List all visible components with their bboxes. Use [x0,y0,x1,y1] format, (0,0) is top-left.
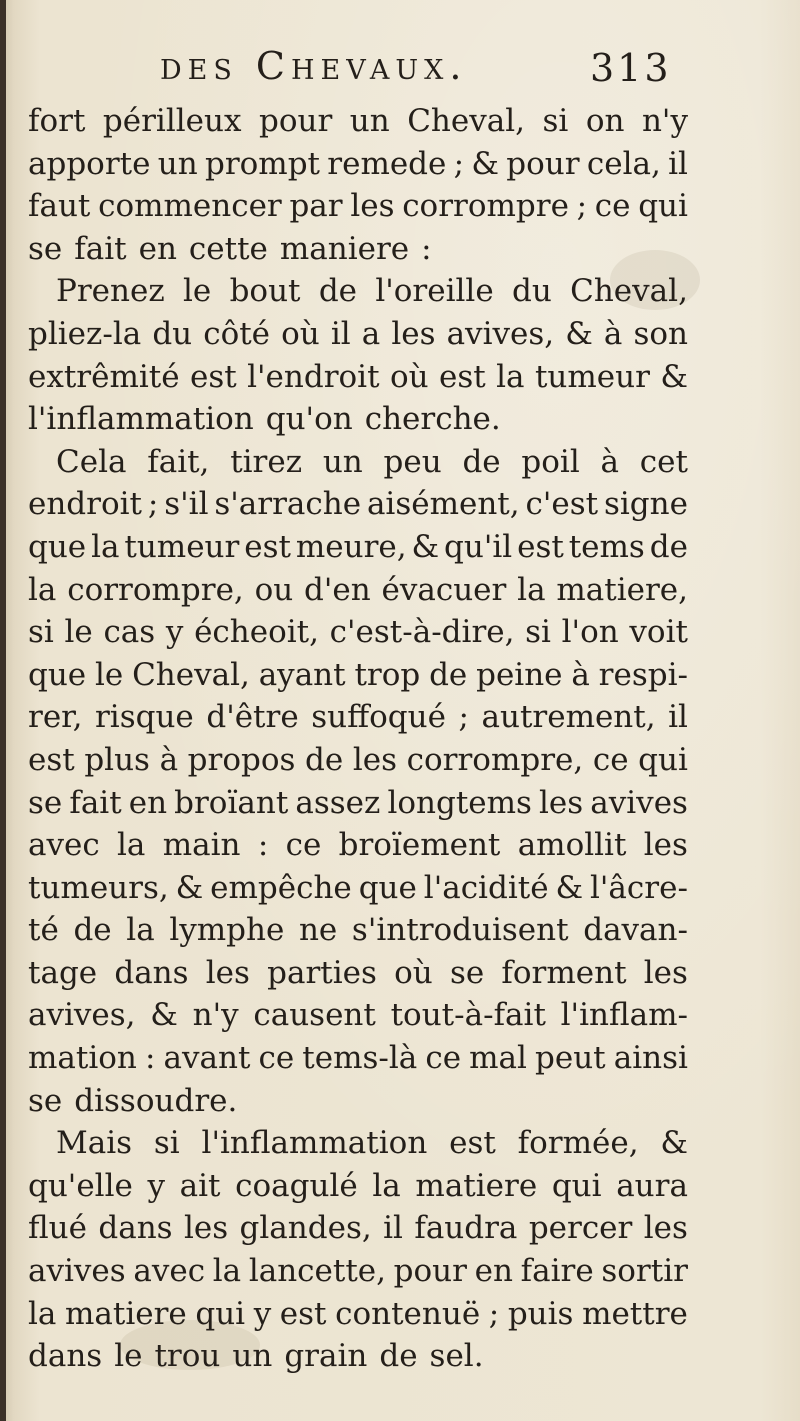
word: Cela [56,443,127,480]
word: propos [187,741,296,778]
word: grain [284,1338,368,1375]
word: tout-à-fait [390,997,546,1034]
text-line [28,569,688,612]
body-text [28,100,688,1378]
word: qu'elle [28,1167,133,1204]
word: de [379,1338,418,1375]
text-line [28,739,688,782]
word: ; [488,1295,500,1332]
word: tage [28,954,98,991]
word: cet [639,443,688,480]
word: corrompre [402,188,569,225]
word: faudra [414,1210,518,1247]
word: flué [28,1210,87,1247]
word: la [372,1167,401,1204]
word: à [571,656,590,693]
word: endroit [28,486,143,523]
word: prompt [204,145,320,182]
word: l'acidité [423,869,549,906]
word: est [28,741,75,778]
word: pliez-la [28,315,142,352]
word: Cheval, [407,103,525,139]
word: & [471,145,500,182]
word: voit [629,614,688,651]
text-line [28,1335,688,1378]
running-head: des Chevaux. [160,44,468,88]
word: l'inflammation [201,1125,428,1162]
word: si [153,1125,180,1162]
word: puis [507,1295,574,1332]
word: ainsi [613,1040,688,1077]
word: corrompre, [406,741,584,778]
word: tems [568,528,645,565]
text-line [28,1037,688,1080]
word: est [449,1125,496,1162]
word: y [165,614,184,651]
word: les [183,1210,229,1247]
word: écheoit, [194,614,319,651]
word: la [496,358,525,395]
word: se [28,1082,63,1119]
word: ou [254,571,294,608]
word: de [462,443,501,480]
word: y [253,1295,272,1332]
word: fait [74,230,127,267]
word: l'endroit [247,358,380,395]
word: où [281,315,320,352]
word: cas [103,614,156,651]
text-line [28,398,688,441]
text-line [28,654,688,697]
word: évacuer [381,571,507,608]
word: du [512,273,552,310]
word: ayant [258,656,346,693]
word: la [91,528,120,565]
word: empêche [210,869,352,906]
word: cherche. [364,401,501,438]
word: remede [327,145,447,182]
word: cette [188,230,268,267]
word: les [205,954,250,991]
word: le [182,273,212,310]
word: les [350,188,395,225]
word: & [411,528,440,565]
word: coagulé [235,1167,358,1204]
word: se [28,784,63,821]
word: de [305,741,344,778]
text-line [28,782,688,825]
word: pour [393,1253,467,1290]
text-line [28,356,688,399]
word: l'inflammation [28,401,254,438]
word: & [660,358,688,395]
word: matiere, [556,571,688,608]
word: si [542,103,569,139]
word: le [94,656,124,693]
word: il [668,145,688,182]
page-gutter [0,0,6,1421]
word: un [232,1338,273,1375]
word: poil [521,443,580,480]
word: c'est [525,486,599,523]
word: peut [535,1040,606,1077]
text-line [28,143,688,186]
text-line [28,1080,688,1123]
word: en [474,1253,513,1290]
word: il [383,1210,403,1247]
word: qui [551,1167,602,1204]
word: en [138,230,177,267]
word: faut [28,188,91,225]
word: sortir [601,1253,688,1290]
word: s'introduisent [351,912,569,949]
word: : [257,827,269,864]
word: parties [267,954,377,991]
word: Prenez [56,273,165,310]
word: fait, [147,443,210,480]
text-line [28,824,688,867]
word: la [117,827,146,864]
text-line [28,100,688,143]
word: mation [28,1040,137,1077]
word: té [28,912,59,949]
word: rer, [28,699,83,736]
word: suffoqué [311,699,446,736]
word: bout [229,273,301,310]
word: de [73,912,112,949]
word: davan- [583,912,688,949]
word: ne [298,912,338,949]
text-line [28,909,688,952]
word: le [64,614,93,651]
word: les [352,741,398,778]
word: les [643,954,688,991]
word: les [643,827,688,864]
word: aura [616,1167,688,1204]
word: si [525,614,551,651]
word: tumeur [124,528,240,565]
word: n'y [641,103,688,139]
text-line [28,994,688,1037]
word: ; [458,699,469,736]
text-line [28,270,688,313]
word: si [28,614,54,651]
word: apporte [28,145,151,182]
word: où [394,954,433,991]
word: dans [28,1338,103,1375]
text-line [28,526,688,569]
text-line [28,483,688,526]
text-line [28,867,688,910]
word: d'en [304,571,371,608]
word: l'oreille [375,273,494,310]
word: ce [285,827,322,864]
text-line [28,1165,688,1208]
word: amollit [517,827,627,864]
word: c'est-à-dire, [329,614,515,651]
word: les [539,784,584,821]
word: causent [253,997,376,1034]
word: commencer [98,188,282,225]
word: lymphe [169,912,285,949]
word: un [322,443,363,480]
word: lancette, [248,1253,386,1290]
word: s'il [164,486,209,523]
word: il [668,699,688,736]
word: trou [154,1338,221,1375]
word: sel. [429,1338,484,1375]
word: matiere [65,1295,187,1332]
word: ; [147,486,159,523]
word: à [600,443,620,480]
word: trop [354,656,421,693]
word: percer [528,1210,633,1247]
word: tumeur [534,358,650,395]
word: tems-là [302,1040,418,1077]
word: plus [84,741,150,778]
word: se [449,954,485,991]
word: qui [638,741,688,778]
word: risque [94,699,194,736]
word: autrement, [481,699,656,736]
text-line [28,696,688,739]
word: de [429,656,468,693]
word: : [144,1040,156,1077]
word: ce [425,1040,462,1077]
word: qui [195,1295,246,1332]
word: signe [603,486,688,523]
page-header [160,44,672,100]
word: qu'il [444,528,513,565]
word: & [565,315,593,352]
text-line [28,1293,688,1336]
word: le [114,1338,143,1375]
word: périlleux [102,103,242,139]
word: broïant [174,784,289,821]
word: les [643,1210,688,1247]
word: meure, [295,528,407,565]
word: ce [258,1040,295,1077]
text-line [28,228,688,271]
word: corrompre, [67,571,244,608]
word: glandes, [239,1210,372,1247]
word: on [585,103,625,139]
word: tirez [230,443,303,480]
word: Cheval, [570,273,688,310]
word: avec [28,827,100,864]
word: avives [28,1253,126,1290]
word: y [147,1167,166,1204]
word: avives [590,784,688,821]
text-line [28,952,688,995]
word: la [517,571,546,608]
word: de [649,528,688,565]
word: un [349,103,390,139]
word: que [358,869,417,906]
word: extrêmité [28,358,180,395]
word: par [289,188,343,225]
word: Mais [56,1125,133,1162]
word: la [212,1253,242,1290]
word: tumeurs, [28,869,169,906]
word: dans [98,1210,173,1247]
word: dissoudre. [74,1082,238,1119]
text-line [28,611,688,654]
word: forment [501,954,627,991]
word: ce [592,741,629,778]
word: a [361,315,381,352]
word: avives, [28,997,136,1034]
word: avec [133,1253,206,1290]
text-line [28,1207,688,1250]
word: un [157,145,198,182]
word: dans [114,954,189,991]
word: s'arrache [214,486,362,523]
word: est [439,358,486,395]
word: pour [506,145,580,182]
word: main [162,827,241,864]
word: & [175,869,204,906]
word: Cheval, [132,656,250,693]
word: de [318,273,358,310]
word: aisément, [366,486,520,523]
word: la [126,912,155,949]
word: que [28,528,87,565]
word: faire [520,1253,594,1290]
word: matiere [415,1167,538,1204]
word: pour [258,103,333,139]
word: maniere [279,230,410,267]
word: son [633,315,688,352]
text-line [28,1250,688,1293]
word: qu'on [265,401,353,438]
word: à [159,741,179,778]
word: & [555,869,584,906]
word: est [517,528,564,565]
word: broïement [338,827,501,864]
word: avives, [446,315,555,352]
word: longtems [387,784,532,821]
word: l'inflam- [560,997,688,1034]
word: est [244,528,291,565]
word: avant [163,1040,251,1077]
word: contenuë [335,1295,481,1332]
word: peu [383,443,442,480]
word: la [28,1295,57,1332]
word: l'âcre- [590,869,688,906]
word: fait [69,784,122,821]
word: ; [453,145,465,182]
word: en [128,784,168,821]
word: formée, [517,1125,639,1162]
text-line [28,441,688,484]
page-number: 313 [590,46,672,90]
word: ; [576,188,588,225]
word: du [152,315,193,352]
word: qui [638,188,688,225]
word: & [660,1125,688,1162]
word: assez [295,784,381,821]
word: où [389,358,429,395]
word: l'on [561,614,619,651]
text-line [28,185,688,228]
text-line [28,313,688,356]
word: ce [594,188,631,225]
text-line [28,1122,688,1165]
word: se [28,230,63,267]
word: & [150,997,178,1034]
word: que [28,656,87,693]
word: mal [469,1040,527,1077]
word: mettre [582,1295,688,1332]
word: côté [203,315,271,352]
word: il [330,315,351,352]
word: ait [179,1167,221,1204]
word: respi- [598,656,688,693]
word: : [421,230,432,267]
word: est [189,358,237,395]
word: n'y [192,997,239,1034]
word: peine [476,656,563,693]
word: cela, [586,145,661,182]
word: les [391,315,436,352]
word: fort [28,103,86,139]
word: est [279,1295,327,1332]
word: d'être [206,699,299,736]
word: la [28,571,57,608]
word: à [603,315,623,352]
